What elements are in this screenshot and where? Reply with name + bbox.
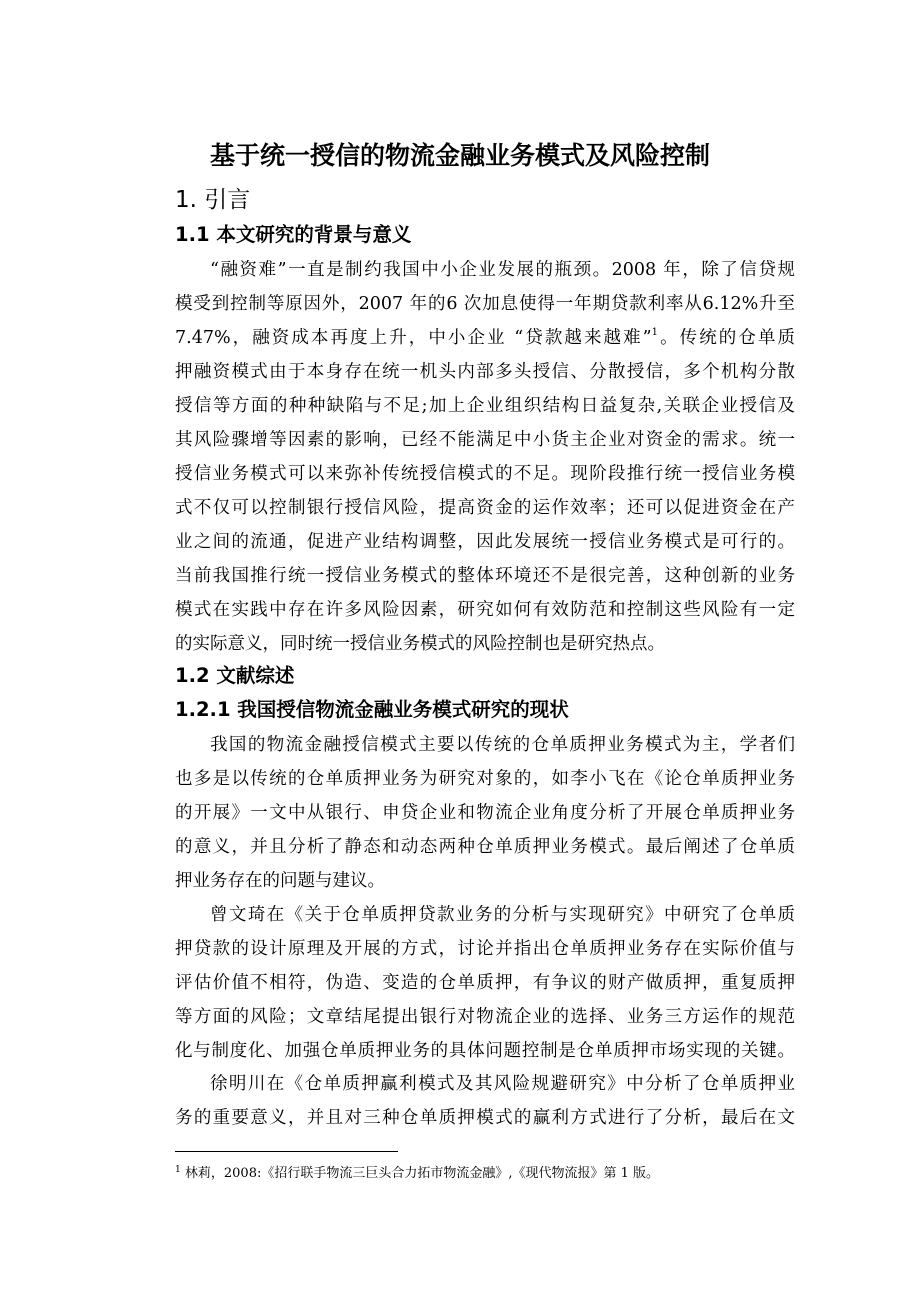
paragraph-line: 其风险骤增等因素的影响，已经不能满足中小货主企业对资金的需求。统一 bbox=[175, 430, 795, 450]
paragraph-line-text: 7.47%，融资成本再度上升，中小企业 “贷款越来越难” bbox=[175, 328, 652, 348]
paragraph-line: 当前我国推行统一授信业务模式的整体环境还不是很完善，这种创新的业务 bbox=[175, 566, 795, 586]
section-heading-1-2: 1.2 文献综述 bbox=[175, 664, 295, 687]
paragraph-li-xiaofei bbox=[175, 728, 795, 898]
paragraph-line: 的开展》一文中从银行、申贷企业和物流企业角度分析了开展仓单质押业务 bbox=[175, 803, 795, 823]
paragraph-line: 徐明川在《仓单质押赢利模式及其风险规避研究》中分析了仓单质押业 bbox=[210, 1074, 795, 1094]
section-heading-1-2-1: 1.2.1 我国授信物流金融业务模式研究的现状 bbox=[175, 698, 569, 721]
paragraph-line: 模受到控制等原因外，2007 年的6 次加息使得一年期贷款利率从6.12%升至 bbox=[175, 294, 795, 314]
footnote-text: 林莉，2008:《招行联手物流三巨头合力拓市物流金融》,《现代物流报》第 1 版。 bbox=[184, 1166, 660, 1181]
section-heading-1: 1. 引言 bbox=[175, 187, 251, 213]
paragraph-line: 评估价值不相符，伪造、变造的仓单质押，有争议的财产做质押，重复质押 bbox=[175, 973, 795, 993]
paragraph-line: 等方面的风险；文章结尾提出银行对物流企业的选择、业务三方运作的规范 bbox=[175, 1007, 795, 1027]
paragraph-line: 授信业务模式可以来弥补传统授信模式的不足。现阶段推行统一授信业务模 bbox=[175, 464, 795, 484]
paragraph-background bbox=[175, 253, 795, 661]
paragraph-line: 押融资模式由于本身存在统一机头内部多头授信、分散授信，多个机构分散 bbox=[175, 362, 795, 382]
paragraph-line: 式不仅可以控制银行授信风险，提高资金的运作效率；还可以促进资金在产 bbox=[175, 498, 795, 518]
paragraph-line: “融资难”一直是制约我国中小企业发展的瓶颈。2008 年，除了信贷规 bbox=[210, 260, 795, 280]
paragraph-line: 授信等方面的种种缺陷与不足;加上企业组织结构日益复杂,关联企业授信及 bbox=[175, 396, 795, 416]
paragraph-line: 的实际意义，同时统一授信业务模式的风险控制也是研究热点。 bbox=[175, 634, 665, 654]
paragraph-line: 模式在实践中存在许多风险因素，研究如何有效防范和控制这些风险有一定 bbox=[175, 600, 795, 620]
paragraph-line: 我国的物流金融授信模式主要以传统的仓单质押业务模式为主，学者们 bbox=[210, 735, 795, 755]
paragraph-line: 曾文琦在《关于仓单质押贷款业务的分析与实现研究》中研究了仓单质 bbox=[210, 905, 795, 925]
paragraph-line: 的意义，并且分析了静态和动态两种仓单质押业务模式。最后阐述了仓单质 bbox=[175, 837, 795, 857]
paragraph-xu-mingchuan bbox=[175, 1067, 795, 1135]
paragraph-line: 也多是以传统的仓单质押业务为研究对象的，如李小飞在《论仓单质押业务 bbox=[175, 769, 795, 789]
paragraph-line-with-footnote bbox=[175, 321, 795, 355]
footnote-divider bbox=[175, 1151, 398, 1152]
document-title: 基于统一授信的物流金融业务模式及风险控制 bbox=[209, 141, 710, 170]
footnote-mark: 1 bbox=[175, 1165, 181, 1175]
paragraph-line: 务的重要意义，并且对三种仓单质押模式的赢利方式进行了分析，最后在文 bbox=[175, 1108, 795, 1128]
footnote-reference[interactable]: 1 bbox=[651, 327, 659, 338]
paragraph-line: 化与制度化、加强仓单质押业务的具体问题控制是仓单质押市场实现的关键。 bbox=[175, 1041, 795, 1061]
paragraph-zeng-wenqi bbox=[175, 898, 795, 1068]
paragraph-line: 押业务存在的问题与建议。 bbox=[175, 871, 385, 891]
paragraph-line-tail: 。传统的仓单质 bbox=[658, 328, 795, 348]
footnote bbox=[175, 1164, 659, 1184]
section-heading-1-1: 1.1 本文研究的背景与意义 bbox=[175, 223, 412, 246]
paragraph-line: 押贷款的设计原理及开展的方式，讨论并指出仓单质押业务存在实际价值与 bbox=[175, 939, 795, 959]
paragraph-line: 业之间的流通，促进产业结构调整，因此发展统一授信业务模式是可行的。 bbox=[175, 532, 795, 552]
